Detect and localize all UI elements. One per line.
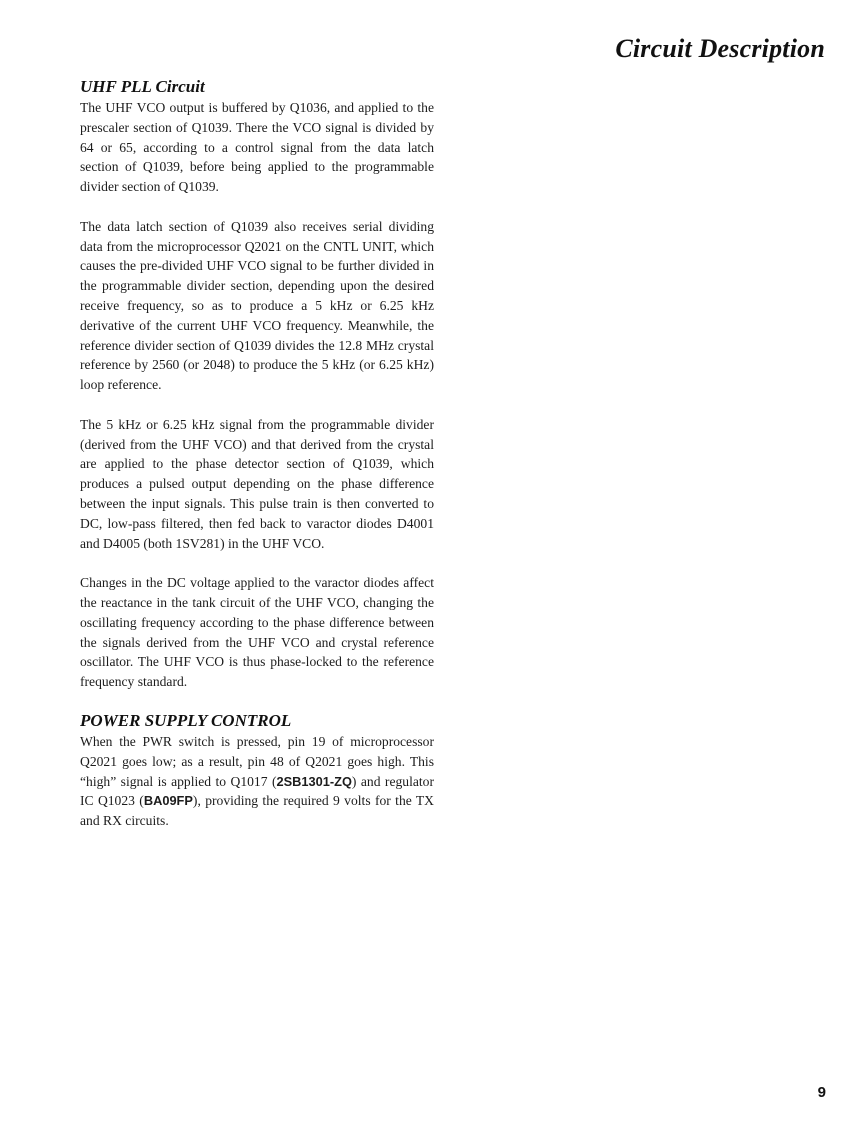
part-number-q1023: BA09FP (143, 793, 193, 809)
page-number: 9 (817, 1084, 826, 1101)
power-supply-text-c: ), providing the required 9 volts for the TX and RX circuits. (80, 793, 434, 829)
power-supply-text-b: ) and regulator IC Q1023 ( (80, 773, 434, 809)
section-heading-uhf-pll: UHF PLL Circuit (80, 77, 205, 96)
power-supply-text-a: When the PWR switch is pressed, pin 19 of microprocessor Q2021 goes low; as a result, pin 48 of Q2021 goes high. This “high” signal is applied to Q1017 ( (80, 733, 434, 789)
uhf-pll-paragraph-3: The 5 kHz or 6.25 kHz signal from the programmable divider (derived from the UHF VCO) and that derived from the crystal are applied to the phase detector section of Q1039, which produces a pulsed output depending on the phase difference between the input signals. This pulse train is then converted to DC, low-pass filtered, then fed back to varactor diodes D4001 and D4005 (both 1SV281) in the UHF VCO. (80, 416, 434, 551)
section-heading-power-supply: POWER SUPPLY CONTROL (80, 710, 292, 730)
uhf-pll-paragraph-4: Changes in the DC voltage applied to the varactor diodes affect the reactance in the tank circuit of the UHF VCO, changing the oscillating frequency according to the phase difference between the signals derived from the UHF VCO and crystal reference oscillator. The UHF VCO is thus phase-locked to the reference frequency standard. (80, 575, 434, 690)
part-number-q1017: 2SB1301-ZQ (276, 773, 352, 789)
main-text-column (80, 76, 434, 831)
page-header-title: Circuit Description (615, 34, 825, 63)
power-supply-paragraph (80, 732, 434, 831)
uhf-pll-paragraph-2: The data latch section of Q1039 also receives serial dividing data from the microprocessor Q2021 on the CNTL UNIT, which causes the pre-divided UHF VCO signal to be further divided in the programmable divider section, depending upon the desired receive frequency, so as to produce a 5 kHz or 6.25 kHz derivative of the current UHF VCO frequency. Meanwhile, the reference divider section of Q1039 divides the 12.8 MHz crystal reference by 2560 (or 2048) to produce the 5 kHz (or 6.25 kHz) loop reference. (80, 218, 434, 393)
uhf-pll-paragraph-1: The UHF VCO output is buffered by Q1036, and applied to the prescaler section of Q1039. There the VCO signal is divided by 64 or 65, according to a control signal from the data latch section of Q1039, before being applied to the programmable divider section of Q1039. (80, 100, 434, 195)
